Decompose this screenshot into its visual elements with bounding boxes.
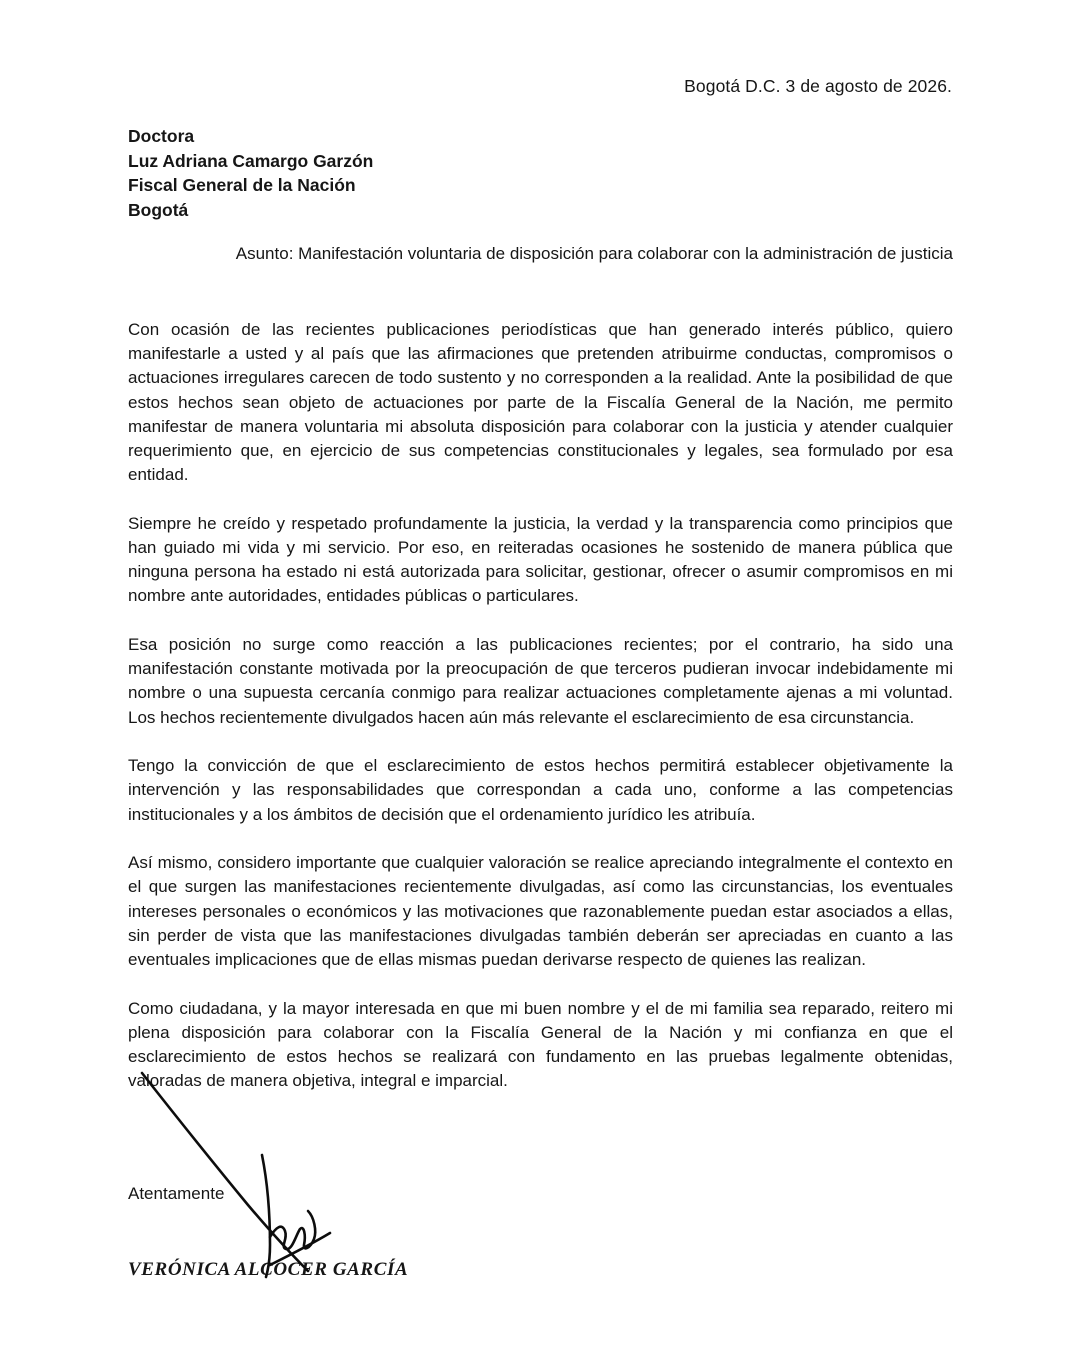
letter-date: Bogotá D.C. 3 de agosto de 2026. — [684, 76, 952, 96]
body-paragraph-2: Siempre he creído y respetado profundamente la justicia, la verdad y la transparencia como principios que han guiado mi vida y mi servicio. Por eso, en reiteradas ocasiones he sostenido de manera pública que ninguna persona ha estado ni está autorizada para solicitar, gestionar, ofrecer o asumir compromisos en mi nombre ante autoridades, entidades públicas o particulares. — [128, 513, 953, 606]
body-paragraph-5: Así mismo, considero importante que cualquier valoración se realice apreciando integralmente el contexto en el que surgen las manifestaciones recientemente divulgadas, así como las circunstancias, los eventuales intereses personales o económicos y las motivaciones que razonablemente puedan estar asociados a ellas, sin perder de vista que las manifestaciones divulgadas también deberán ser apreciadas en cuanto a las eventuales implicaciones que de ellas mismas puedan derivarse respecto de quienes las realizan. — [128, 853, 953, 970]
body-paragraph-1: Con ocasión de las recientes publicaciones periodísticas que han generado interés público, quiero manifestarle a usted y al país que las afirmaciones que pretenden atribuirme conductas, compromisos o actuaciones irregulares carecen de todo sustento y no corresponden a la realidad. Ante la posibilidad de que estos hechos sean objeto de actuaciones por parte de la Fiscalía General de la Nación, me permito manifestar de manera voluntaria mi absoluta disposición para colaborar con la justicia y atender cualquier requerimiento que, en ejercicio de sus competencias constitucionales y legales, sea formulado por esa entidad. — [128, 320, 953, 485]
addressee-name: Luz Adriana Camargo Garzón — [128, 150, 374, 171]
addressee-title: Doctora — [128, 126, 195, 146]
signature-loop-stroke — [270, 1211, 315, 1249]
body-paragraph-6: Como ciudadana, y la mayor interesada en que mi buen nombre y el de mi familia sea reparado, reitero mi plena disposición para colaborar con la Fiscalía General de la Nación y mi confianza en que el esclarecimiento de estos hechos se realizará con fundamento en las pruebas legalmente obtenidas, valoradas de manera objetiva, integral e imparcial. — [128, 998, 953, 1091]
addressee-city: Bogotá — [128, 199, 189, 220]
body-paragraph-4: Tengo la convicción de que el esclarecimiento de estos hechos permitirá establecer objetivamente la intervención y las responsabilidades que correspondan a cada uno, conforme a las competencias institucionales y a los ámbitos de decisión que el ordenamiento jurídico les atribuía. — [128, 756, 953, 824]
addressee-block — [128, 124, 373, 222]
closing-salutation: Atentamente — [128, 1184, 225, 1203]
body-paragraph-3: Esa posición no surge como reacción a las publicaciones recientes; por el contrario, ha sido una manifestación constante motivada por la preocupación de que terceros pudieran invocar indebidamente mi nombre o una supuesta cercanía conmigo para realizar actuaciones completamente ajenas a mi voluntad. Los hechos recientemente divulgados hacen aún más relevante el esclarecimiento de esa circunstancia. — [128, 635, 953, 727]
signer-name: VERÓNICA ALCOCER GARCÍA — [128, 1259, 409, 1280]
addressee-position: Fiscal General de la Nación — [128, 175, 356, 195]
letter-subject: Asunto: Manifestación voluntaria de disposición para colaborar con la administración de justicia — [235, 244, 953, 263]
letter-body — [128, 318, 953, 1118]
